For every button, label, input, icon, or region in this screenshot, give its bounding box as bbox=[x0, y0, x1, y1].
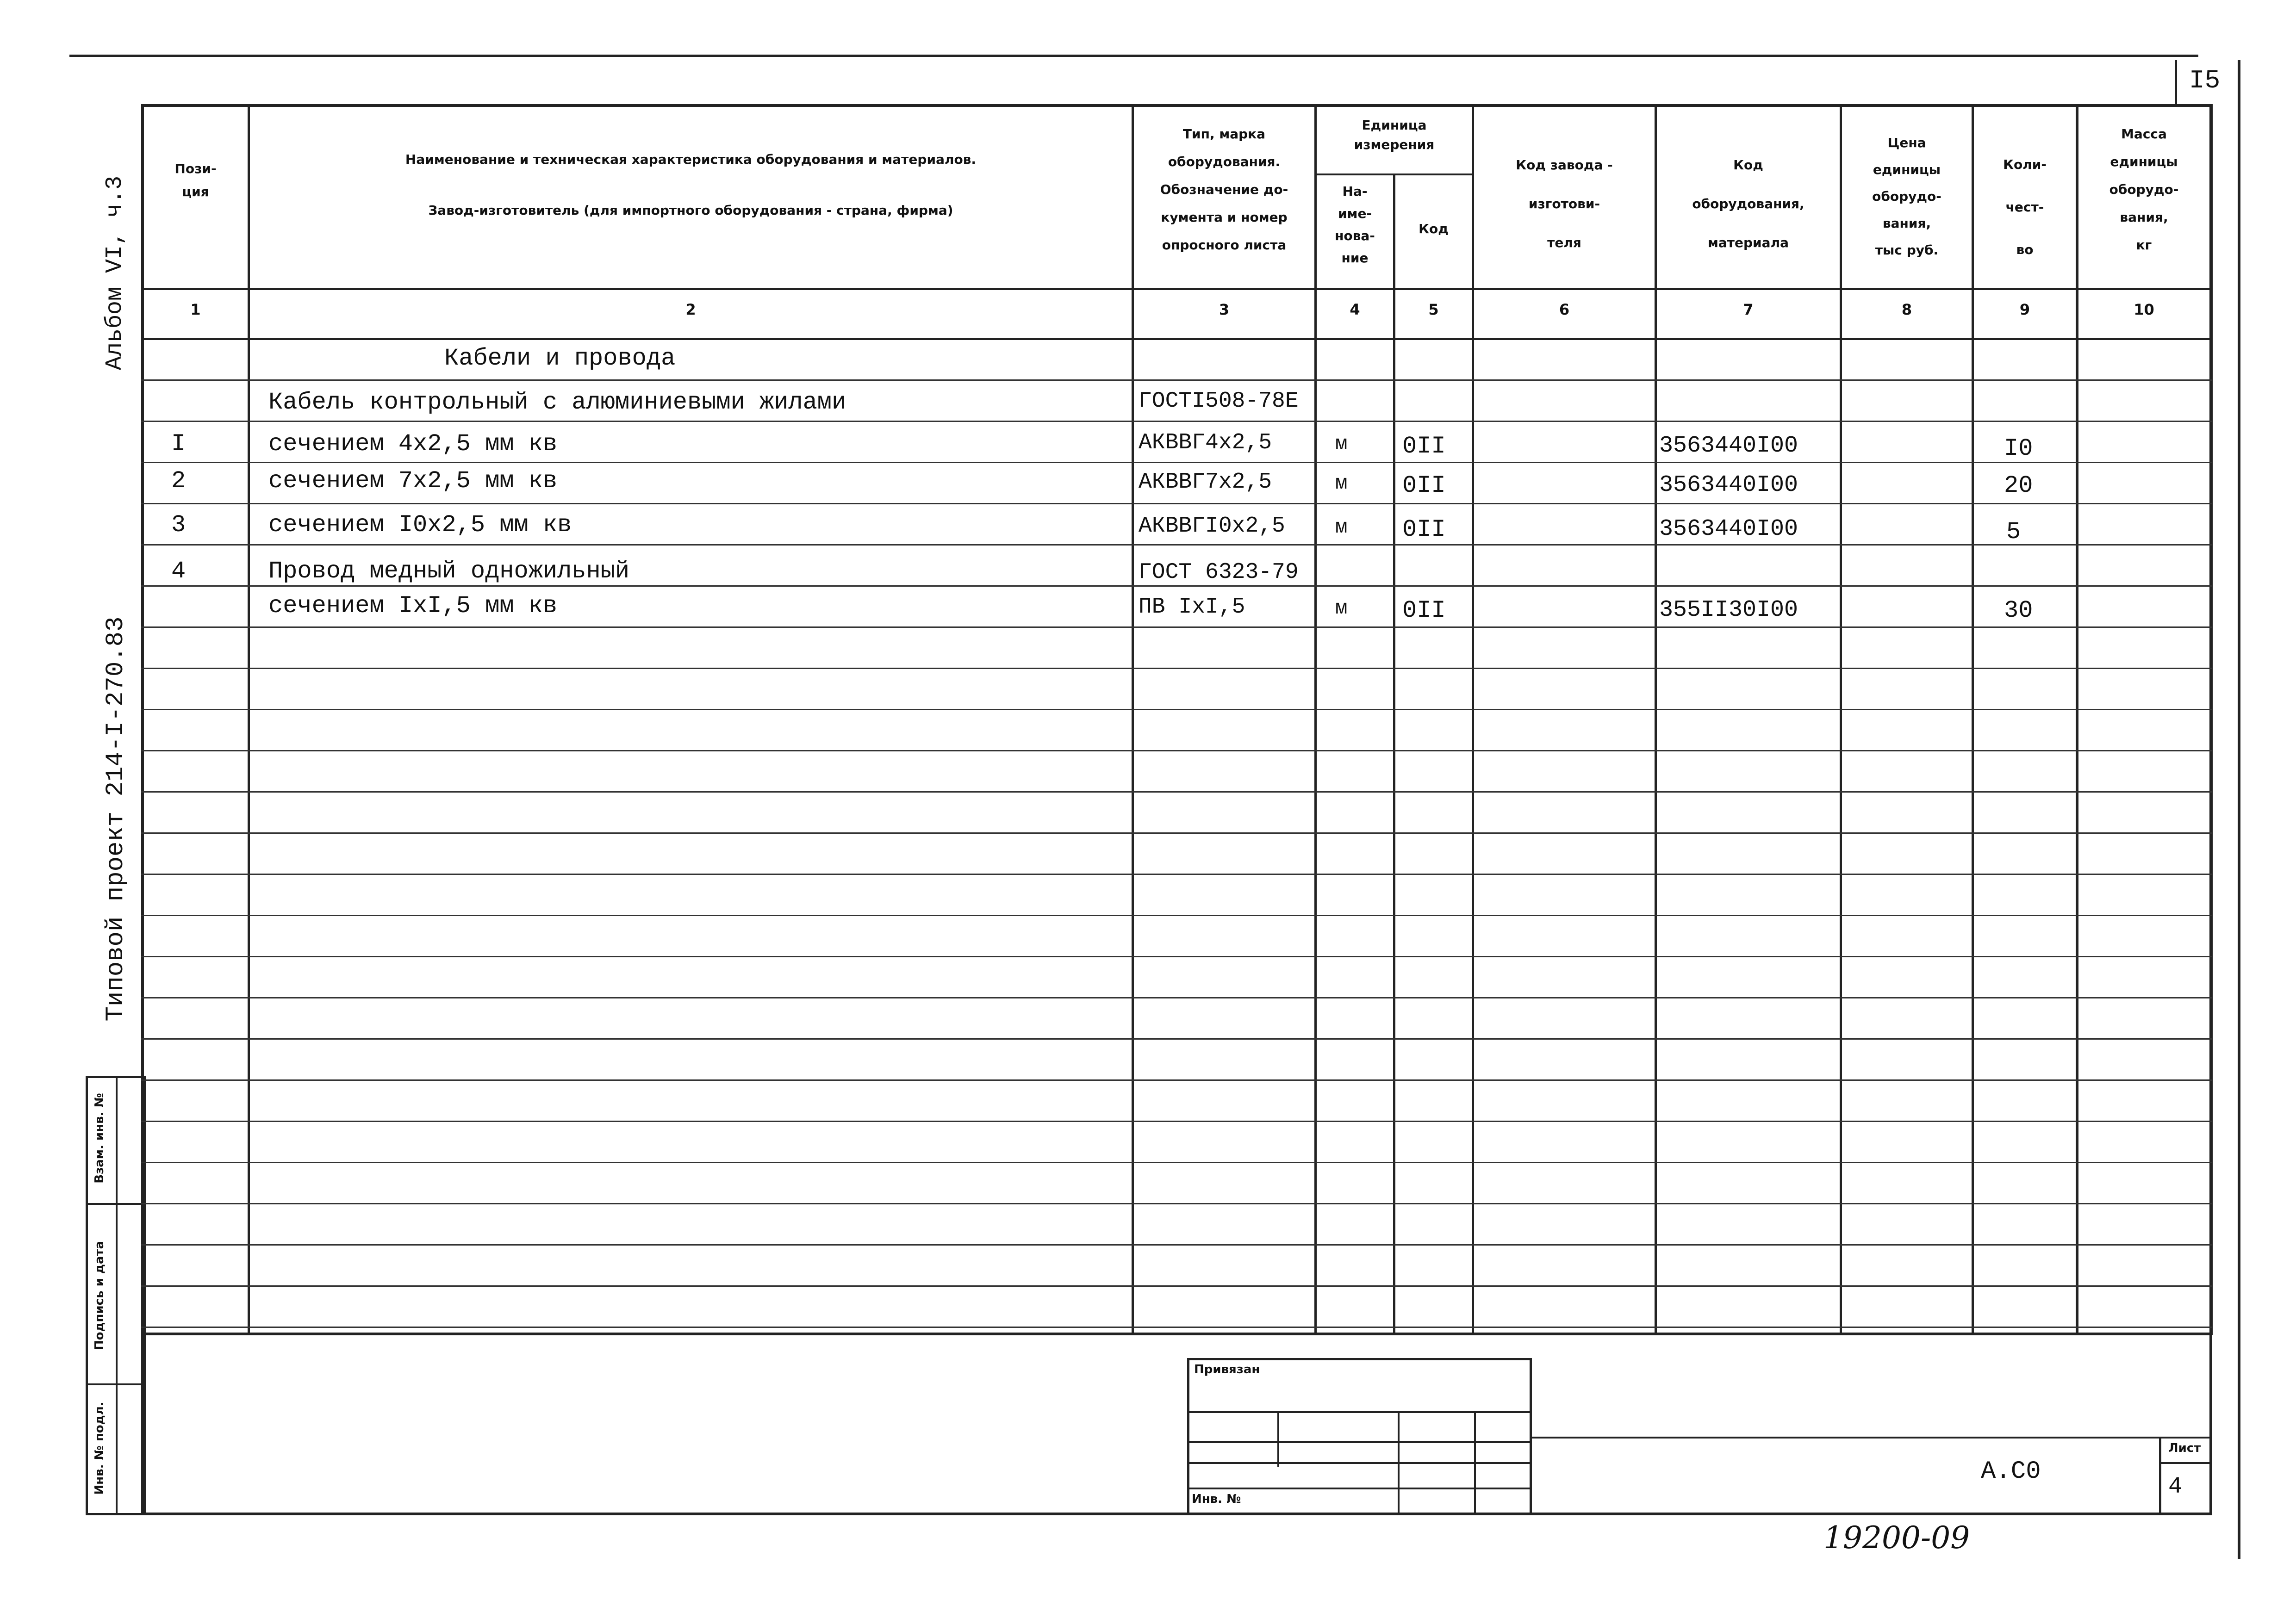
row-6-unit: м bbox=[1335, 597, 1348, 620]
stamp-divider bbox=[116, 1076, 118, 1515]
stamp-label-signature: Подпись и дата bbox=[93, 1240, 106, 1351]
header-quantity: Коли- чест- во bbox=[2003, 157, 2047, 257]
row-4-code: 0II bbox=[1402, 516, 1446, 543]
table-row-rule bbox=[141, 668, 2212, 669]
table-row-rule bbox=[141, 379, 2212, 381]
row-2-code: 0II bbox=[1402, 433, 1446, 460]
sheet-box-h bbox=[2159, 1462, 2212, 1464]
header-position: Пози- ция bbox=[174, 161, 217, 199]
header-plant-code: Код завода - изготови- теля bbox=[1516, 157, 1613, 250]
row-3-code: 0II bbox=[1402, 472, 1446, 499]
privyazan-box bbox=[1187, 1358, 1532, 1515]
colnum-8: 8 bbox=[1901, 301, 1912, 318]
stamp-h1 bbox=[86, 1203, 146, 1205]
side-album-text: Альбом VI, ч.3 bbox=[102, 175, 128, 371]
right-frame bbox=[2238, 60, 2240, 1559]
row-3-pos: 2 bbox=[171, 467, 186, 495]
header-unit-code: Код bbox=[1419, 221, 1449, 236]
row-4-name: сечением I0х2,5 мм кв bbox=[268, 511, 572, 539]
row-6-name: сечением IхI,5 мм кв bbox=[268, 592, 558, 620]
col-line-4 bbox=[1393, 174, 1395, 1335]
colnum-7: 7 bbox=[1743, 301, 1754, 318]
row-5-pos: 4 bbox=[171, 558, 186, 585]
row-4-unit: м bbox=[1335, 516, 1348, 539]
unit-group-divider bbox=[1314, 174, 1474, 175]
header-unit-name: На- име- нова- ние bbox=[1335, 184, 1375, 266]
row-4-pos: 3 bbox=[171, 511, 186, 539]
table-row-rule bbox=[141, 750, 2212, 751]
header-name-line1: Наименование и техническая характеристика оборудования и материалов. bbox=[405, 152, 977, 167]
row-4-type: АКВВГI0х2,5 bbox=[1139, 514, 1285, 539]
table-row-rule bbox=[141, 1121, 2212, 1122]
table-row-rule bbox=[141, 1162, 2212, 1163]
table-row-rule bbox=[141, 1038, 2212, 1040]
privyazan-h2 bbox=[1187, 1441, 1532, 1443]
row-4-equip: 3563440I00 bbox=[1659, 516, 1798, 542]
header-type: Тип, марка оборудования. Обозначение до- кумента и номер опросного листа bbox=[1160, 126, 1288, 253]
privyazan-label: Привязан bbox=[1194, 1363, 1260, 1376]
table-row-rule bbox=[141, 709, 2212, 710]
row-2-qty: I0 bbox=[2004, 435, 2033, 462]
row-3-name: сечением 7х2,5 мм кв bbox=[268, 467, 558, 495]
colnum-1: 1 bbox=[190, 301, 201, 318]
row-6-qty: 30 bbox=[2004, 597, 2033, 624]
privyazan-v1 bbox=[1277, 1411, 1279, 1467]
header-bottom-line bbox=[141, 288, 2212, 290]
handwritten-number: 19200-09 bbox=[1823, 1520, 1970, 1556]
table-row-rule bbox=[141, 421, 2212, 422]
row-5-name: Провод медный одножильный bbox=[268, 558, 630, 585]
colnum-3: 3 bbox=[1219, 301, 1230, 318]
row-1-name: Кабель контрольный с алюминиевыми жилами bbox=[268, 389, 846, 416]
table-row-rule bbox=[141, 791, 2212, 793]
privyazan-v3 bbox=[1474, 1411, 1476, 1515]
stamp-label-inv: Инв. № подл. bbox=[93, 1401, 106, 1495]
table-row-rule bbox=[141, 1285, 2212, 1287]
table-row-rule bbox=[141, 626, 2212, 628]
header-equipment-code: Код оборудования, материала bbox=[1692, 157, 1804, 250]
sheet-number: 4 bbox=[2168, 1474, 2183, 1500]
table-row-rule bbox=[141, 832, 2212, 834]
table-row-rule bbox=[141, 1079, 2212, 1081]
colnum-10: 10 bbox=[2134, 301, 2154, 318]
stamp-label-replace: Взам. инв. № bbox=[93, 1093, 106, 1184]
side-project-text: Типовой проект 214-I-270.83 bbox=[102, 616, 130, 1022]
row-2-type: АКВВГ4х2,5 bbox=[1139, 430, 1272, 455]
row-5-type: ГОСТ 6323-79 bbox=[1139, 560, 1299, 585]
row-3-type: АКВВГ7х2,5 bbox=[1139, 470, 1272, 495]
table-row-rule bbox=[141, 874, 2212, 875]
header-unit-group: Единица измерения bbox=[1354, 118, 1435, 152]
colnum-9: 9 bbox=[2019, 301, 2030, 318]
top-rule bbox=[69, 55, 2198, 57]
row-2-pos: I bbox=[171, 430, 186, 458]
privyazan-h1 bbox=[1187, 1411, 1532, 1413]
colnum-4: 4 bbox=[1350, 301, 1360, 318]
colnum-6: 6 bbox=[1559, 301, 1570, 318]
doc-code-line bbox=[1532, 1437, 2212, 1438]
inv-no-label: Инв. № bbox=[1192, 1492, 1241, 1506]
header-mass: Масса единицы оборудо- вания, кг bbox=[2109, 126, 2179, 253]
table-row-rule bbox=[141, 585, 2212, 587]
sheet-corner-number: I5 bbox=[2189, 66, 2221, 95]
row-1-type: ГОСТI508-78Е bbox=[1139, 389, 1299, 414]
table-row-rule bbox=[141, 997, 2212, 998]
row-2-name: сечением 4х2,5 мм кв bbox=[268, 430, 558, 458]
privyazan-h3 bbox=[1187, 1462, 1532, 1464]
title-block-top-line bbox=[141, 1333, 2212, 1335]
privyazan-h4 bbox=[1187, 1488, 1532, 1489]
row-2-equip: 3563440I00 bbox=[1659, 433, 1798, 459]
colnum-5: 5 bbox=[1428, 301, 1439, 318]
row-2-unit: м bbox=[1335, 433, 1348, 456]
header-name-line2: Завод-изготовитель (для импортного оборудования - страна, фирма) bbox=[428, 203, 953, 218]
table-row-rule bbox=[141, 503, 2212, 504]
row-3-equip: 3563440I00 bbox=[1659, 472, 1798, 498]
table-row-rule bbox=[141, 462, 2212, 463]
row-4-qty: 5 bbox=[2006, 518, 2021, 546]
header-price: Цена единицы оборудо- вания, тыс руб. bbox=[1872, 135, 1941, 258]
table-row-rule bbox=[141, 956, 2212, 957]
sheet-label: Лист bbox=[2168, 1441, 2201, 1455]
row-6-code: 0II bbox=[1402, 597, 1446, 624]
privyazan-v2 bbox=[1398, 1411, 1400, 1515]
table-row-rule bbox=[141, 1203, 2212, 1204]
row-6-type: ПВ IхI,5 bbox=[1139, 595, 1245, 620]
table-row-rule bbox=[141, 915, 2212, 916]
table-row-rule bbox=[141, 1327, 2212, 1328]
row-3-unit: м bbox=[1335, 472, 1348, 495]
colnum-2: 2 bbox=[685, 301, 696, 318]
row-6-equip: 355II30I00 bbox=[1659, 597, 1798, 623]
table-row-rule bbox=[141, 1244, 2212, 1246]
row-3-qty: 20 bbox=[2004, 472, 2033, 499]
table-row-rule bbox=[141, 544, 2212, 546]
doc-code: А.С0 bbox=[1981, 1457, 2041, 1486]
row-0-name: Кабели и провода bbox=[444, 345, 676, 372]
numbers-bottom-line bbox=[141, 338, 2212, 340]
